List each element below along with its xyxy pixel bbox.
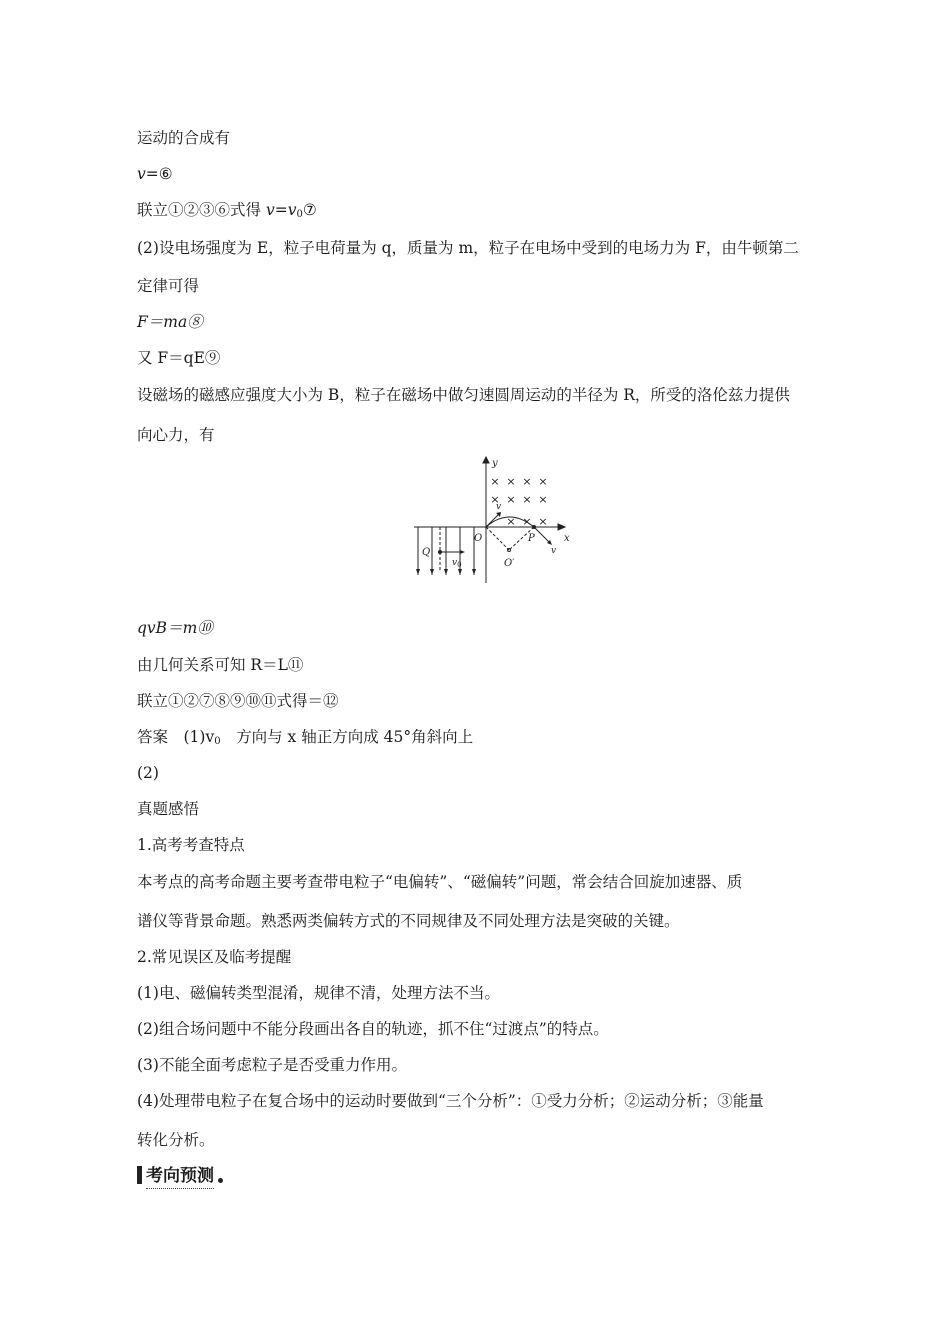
- answer-line: [137, 727, 473, 752]
- arrow-head: [472, 569, 476, 575]
- subscript-0: 0: [296, 209, 303, 220]
- velocity-arrow-start: [486, 514, 499, 527]
- text-line-9: 向心力，有: [137, 426, 215, 444]
- particle-q: [438, 550, 442, 554]
- text-line-12: 联立①②⑦⑧⑨⑩⑪式得＝⑫: [137, 692, 339, 710]
- v-right-label: v: [551, 546, 557, 556]
- answer-text: 答案 (1)v: [137, 728, 215, 746]
- text-line-18: 谱仪等背景命题。熟悉两类偏转方式的不同规律及不同处理方法是突破的关键。: [137, 912, 680, 930]
- arrow-head: [458, 569, 462, 575]
- cross: ×: [538, 515, 548, 528]
- text-line-6: F＝ma⑧: [137, 313, 203, 331]
- cross: ×: [506, 515, 516, 528]
- text-line-21: (2)组合场问题中不能分段画出各自的轨迹，抓不住“过渡点”的特点。: [137, 1020, 609, 1038]
- combine-text: 联立①②③⑥式得: [137, 201, 266, 219]
- heading-text: 考向预测: [146, 1161, 214, 1189]
- velocity-arrow-exit: [534, 527, 550, 543]
- text-line-1: 运动的合成有: [137, 129, 231, 147]
- v0-label: $v_0$: [452, 558, 462, 569]
- text-line-5: 定律可得: [137, 277, 200, 295]
- heading-bar-icon: [137, 1166, 142, 1184]
- text-line-20: (1)电、磁偏转类型混淆，规律不清，处理方法不当。: [137, 984, 500, 1002]
- arrow-head: [416, 569, 420, 575]
- text-line-3: [137, 200, 317, 225]
- p-label: P: [528, 533, 535, 544]
- text-line-17: 本考点的高考命题主要考查带电粒子“电偏转”、“磁偏转”问题，常会结合回旋加速器、质: [137, 873, 743, 891]
- text-line-11: 由几何关系可知 R＝L⑪: [137, 656, 304, 674]
- text-line-10: qvB＝m⑩: [137, 619, 213, 637]
- equals: =: [274, 201, 288, 219]
- y-label: y: [492, 458, 498, 469]
- cross: ×: [490, 475, 500, 488]
- cross: ×: [522, 475, 532, 488]
- v0-arrow-head: [460, 550, 465, 554]
- cross: ×: [538, 475, 548, 488]
- text-line-2: [137, 164, 173, 184]
- eq-7: ⑦: [302, 201, 317, 219]
- text-line-7: 又 F＝qE⑨: [137, 349, 221, 367]
- x-label: x: [564, 533, 570, 544]
- radius-dashed: [486, 527, 509, 550]
- cross: ×: [522, 515, 532, 528]
- arrow-head: [444, 569, 448, 575]
- arrow-head: [430, 569, 434, 575]
- subscript-0: 0: [214, 736, 221, 747]
- section-title: 真题感悟: [137, 800, 200, 818]
- var-v: v: [137, 165, 146, 183]
- heading-dot-icon: [218, 1178, 223, 1183]
- text-line-4: (2)设电场强度为 E，粒子电荷量为 q，质量为 m，粒子在电场中受到的电场力为 F，由牛顿第二: [137, 239, 799, 257]
- text-line-19: 2.常见误区及临考提醒: [137, 948, 292, 966]
- y-axis-arrow: [483, 457, 489, 463]
- o-prime-label: O′: [504, 558, 515, 569]
- point-p: [532, 525, 536, 529]
- cross: ×: [538, 493, 548, 506]
- physics-diagram: [410, 455, 570, 585]
- text-line-22: (3)不能全面考虑粒子是否受重力作用。: [137, 1056, 407, 1074]
- cross: ×: [506, 475, 516, 488]
- text-line-24: 转化分析。: [137, 1131, 215, 1149]
- origin-label: O: [474, 533, 483, 544]
- var-v0: v: [287, 201, 297, 219]
- answer-direction: 方向与 x 轴正方向成 45°角斜向上: [220, 728, 474, 746]
- text-line-8: 设磁场的磁感应强度大小为 B，粒子在磁场中做匀速圆周运动的半径为 R，所受的洛伦兹力提供: [137, 386, 790, 404]
- text-line-23: (4)处理带电粒子在复合场中的运动时要做到“三个分析”：①受力分析；②运动分析；③能量: [137, 1092, 764, 1110]
- cross: ×: [522, 493, 532, 506]
- v-top-label: v: [496, 502, 502, 512]
- text-line-16: 1.高考考查特点: [137, 836, 245, 854]
- x-axis-arrow: [558, 524, 565, 530]
- eq-6: =⑥: [145, 165, 173, 183]
- q-label: Q: [422, 547, 431, 558]
- cross: ×: [506, 493, 516, 506]
- section-heading: [137, 1162, 223, 1188]
- cross: ×: [490, 493, 500, 506]
- text-line-14: (2): [137, 764, 159, 782]
- var-v: v: [265, 201, 275, 219]
- magnetic-field-crosses: [490, 475, 547, 528]
